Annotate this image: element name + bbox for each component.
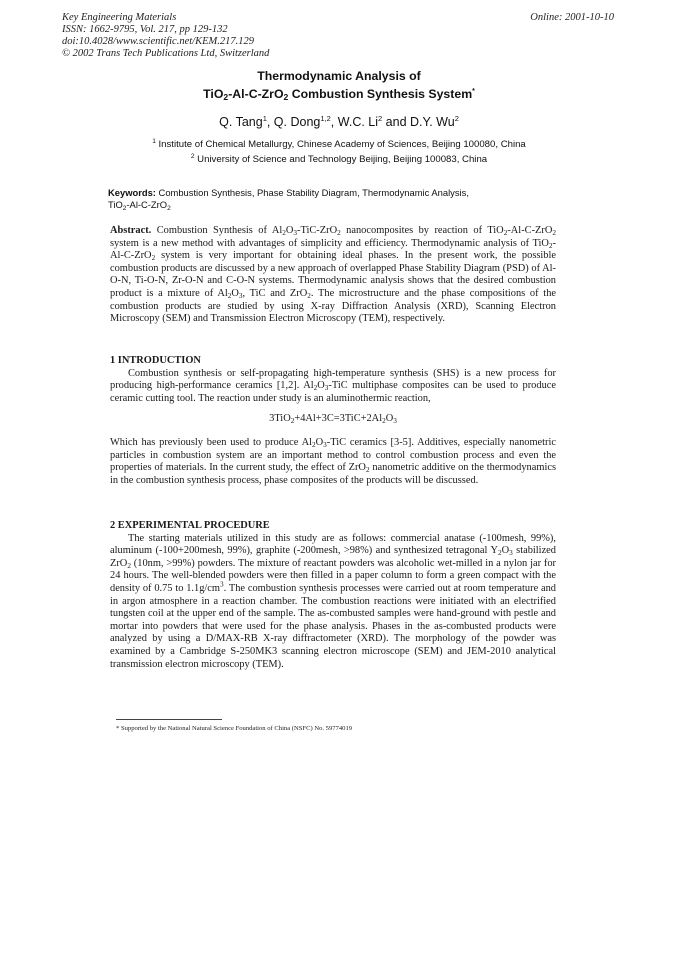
experimental-section	[110, 520, 556, 671]
introduction-paragraph-2: Which has previously been used to produce $Al_2O_3$-TiC ceramics [3-5]. Additives, especially nanometric particles in combustion system are an important method to control combustion process and even the properties of materials. In the current study, the effect of ZrO$_2$ nanometric additive on the thermodynamics in the combustion synthesis process, phase composites of the products will be discussed.	[110, 436, 556, 486]
introduction-paragraph-1: Combustion synthesis or self-propagating high-temperature synthesis (SHS) is a new process for producing high-performance ceramics [1,2]. $Al_2O_3$-TiC multiphase composites can be used to produce ceramic cutting tool. The reaction under study is an aluminothermic reaction,	[110, 367, 556, 404]
title-line-2: TiO$_2$-Al-C-ZrO$_2$ Combustion Synthesis System*	[203, 87, 475, 103]
title-line-1: Thermodynamic Analysis of	[257, 69, 421, 83]
issn-line: ISSN: 1662-9795, Vol. 217, pp 129-132	[62, 24, 228, 35]
footnote: * Supported by the National Natural Science Foundation of China (NSFC) No. 59774019	[116, 725, 353, 732]
introduction-heading: 1 INTRODUCTION	[110, 355, 201, 366]
keywords-label: Keywords:	[108, 187, 156, 198]
journal-name: Key Engineering Materials	[62, 12, 177, 23]
abstract: Abstract. Combustion Synthesis of $Al_2O_3-TiC-ZrO_2$ nanocomposites by reaction of TiO$_2$-Al-C-ZrO$_2$ system is a new method with advantages of simplicity and efficiency. Thermodynamic analysis of TiO$_2$-Al-C-ZrO$_2$ system is very important for obtaining ideal phases. In the present work, the possible combustion products are discussed by a new approach of overlapped Phase Stability Diagram (PSD) of Al-O-N, Ti-O-N, Zr-O-N and C-O-N systems. Thermodynamic analysis shows that the desired combustion product is a mixture of $Al_2O_3$, TiC and ZrO$_2$. The microstructure and the phase compositions of the combustion products are studied by using X-ray Diffraction Analysis (XRD), Scanning Electron Microscopy (SEM) and Transmission Electron Microscopy (TEM), respectively.	[110, 225, 557, 325]
doi-line[interactable]: doi:10.4028/www.scientific.net/KEM.217.129	[62, 36, 254, 47]
experimental-heading: 2 EXPERIMENTAL PROCEDURE	[110, 520, 270, 531]
online-date: Online: 2001-10-10	[530, 12, 614, 23]
journal-header	[62, 12, 269, 60]
affiliation-1: $^1$ Institute of Chemical Metallurgy, Chinese Academy of Sciences, Beijing 100080, China	[152, 138, 526, 151]
affiliation-2: $^2$ University of Science and Technology Beijing, Beijing 100083, China	[190, 153, 488, 166]
paper-title	[0, 69, 678, 102]
footnote-divider	[116, 719, 222, 720]
introduction-section	[110, 355, 556, 487]
keywords: Keywords: Combustion Synthesis, Phase Stability Diagram, Thermodynamic Analysis, TiO$_2$-Al-C-ZrO$_2$	[108, 187, 469, 212]
title-footnote-mark: *	[472, 88, 475, 95]
author-list: Q. Tang$^1$, Q. Dong$^{1,2}$, W.C. Li$^2$ and D.Y. Wu$^2$	[219, 114, 459, 130]
copyright-line: © 2002 Trans Tech Publications Ltd, Switzerland	[62, 48, 270, 59]
experimental-paragraph: The starting materials utilized in this study are as follows: commercial anatase (-100mesh, 99%), aluminum (-100+200mesh, 99%), graphite (-200mesh, >98%) and synthesized tetragonal $Y_2O_3$ stabilized ZrO$_2$ (10nm, >99%) powders. The mixture of reactant powders was alcoholic wet-milled in a nylon jar for 24 hours. The well-blended powders were then filled in a paper column to form a green compact with the density of 0.75 to $1.1g/cm^3$. The combustion synthesis processes were carried out at room temperature and in argon atmosphere in a reaction chamber. The combustion reactions were initiated with an electrified tungsten coil at the upper end of the sample. The as-combusted samples were hand-ground with pestle and mortar into powders that were used for the phase analysis. Phases in the as-combusted products were analyzed by using a D/MAX-RB X-ray diffractometer (XRD). The morphology of the powder was examined by a Cambridge S-250MK3 scanning electron microscope (SEM) and JEM-2010 analytical transmission electron microscopy (TEM).	[110, 532, 557, 670]
reaction-equation: $3TiO_2+4Al+3C=3TiC+2Al_2O_3$	[269, 413, 397, 426]
abstract-label: Abstract.	[110, 225, 152, 236]
